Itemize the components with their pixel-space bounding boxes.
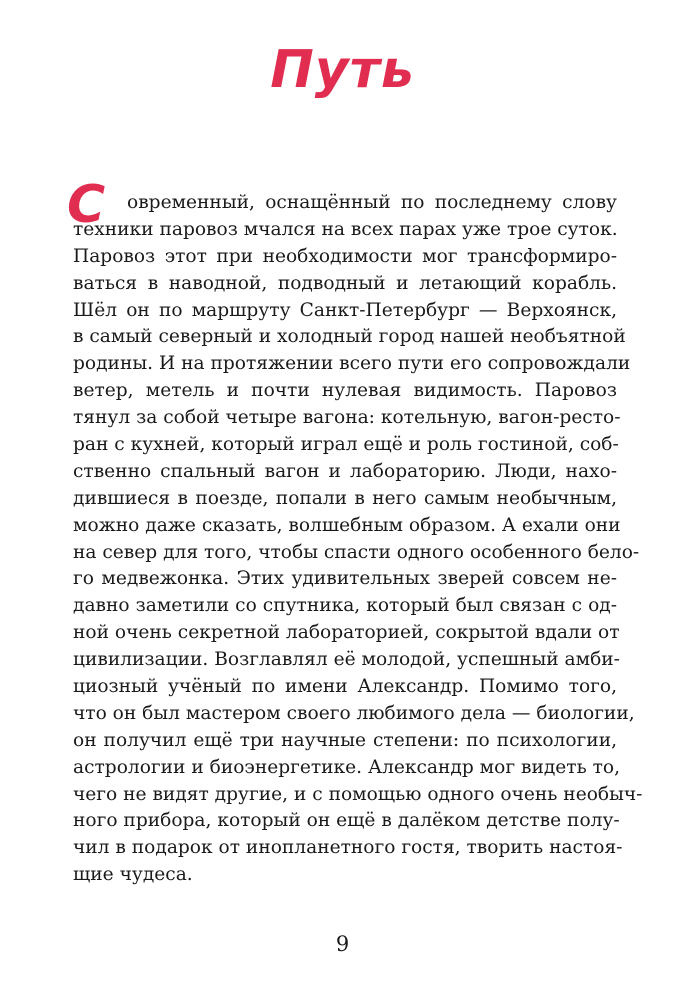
text-line: чего не видят другие, и с помощью одного очень необыч- <box>73 783 643 805</box>
text-line: можно даже сказать, волшебным образом. А ехали они <box>73 514 621 536</box>
text-line: щие чудеса. <box>73 864 193 886</box>
text-line: давно заметили со спутника, который был связан с од- <box>73 595 617 617</box>
chapter-title: Путь <box>270 40 415 100</box>
text-line: что он был мастером своего любимого дела — биологии, <box>73 702 635 724</box>
text-line: овременный, оснащённый по последнему слову <box>127 192 617 213</box>
chapter-body <box>67 175 643 889</box>
text-line: астрологии и биоэнергетике. Александр мог видеть то, <box>73 756 620 778</box>
drop-cap: С <box>67 175 106 235</box>
text-line: циозный учёный по имени Александр. Помимо того, <box>73 676 617 698</box>
text-line: ного прибора, который он ещё в далёком детстве полу- <box>73 810 620 832</box>
text-line: родины. И на протяжении всего пути его сопровождали <box>73 353 631 375</box>
text-line: на север для того, чтобы спасти одного особенного бело- <box>73 541 640 563</box>
text-line: он получил ещё три научные степени: по психологии, <box>73 729 617 751</box>
text-line: ной очень секретной лабораторией, сокрытой вдали от <box>73 622 620 644</box>
text-line: техники паровоз мчался на всех парах уже трое суток. <box>73 218 618 240</box>
text-line: го медвежонка. Этих удивительных зверей совсем не- <box>73 568 617 590</box>
text-line: чил в подарок от инопланетного гостя, творить настоя- <box>73 837 623 859</box>
page-number: 9 <box>335 932 350 956</box>
text-line: Паровоз этот при необходимости мог трансформиро- <box>73 245 617 267</box>
text-line: ваться в наводной, подводный и летающий корабль. <box>73 272 617 294</box>
text-line: тянул за собой четыре вагона: котельную, вагон-ресто- <box>73 407 621 429</box>
text-line: ветер, метель и почти нулевая видимость. Паровоз <box>73 380 617 402</box>
text-line: цивилизации. Возглавлял её молодой, успешный амби- <box>73 649 620 671</box>
text-line: дившиеся в поезде, попали в него самым необычным, <box>73 487 617 509</box>
text-line: ран с кухней, который играл ещё и роль гостиной, соб- <box>73 434 619 456</box>
text-line: в самый северный и холодный город нашей необъятной <box>73 326 626 348</box>
text-line: Шёл он по маршруту Санкт-Петербург — Верхоянск, <box>73 299 617 321</box>
text-line: ственно спальный вагон и лабораторию. Люди, нахо- <box>73 460 617 482</box>
